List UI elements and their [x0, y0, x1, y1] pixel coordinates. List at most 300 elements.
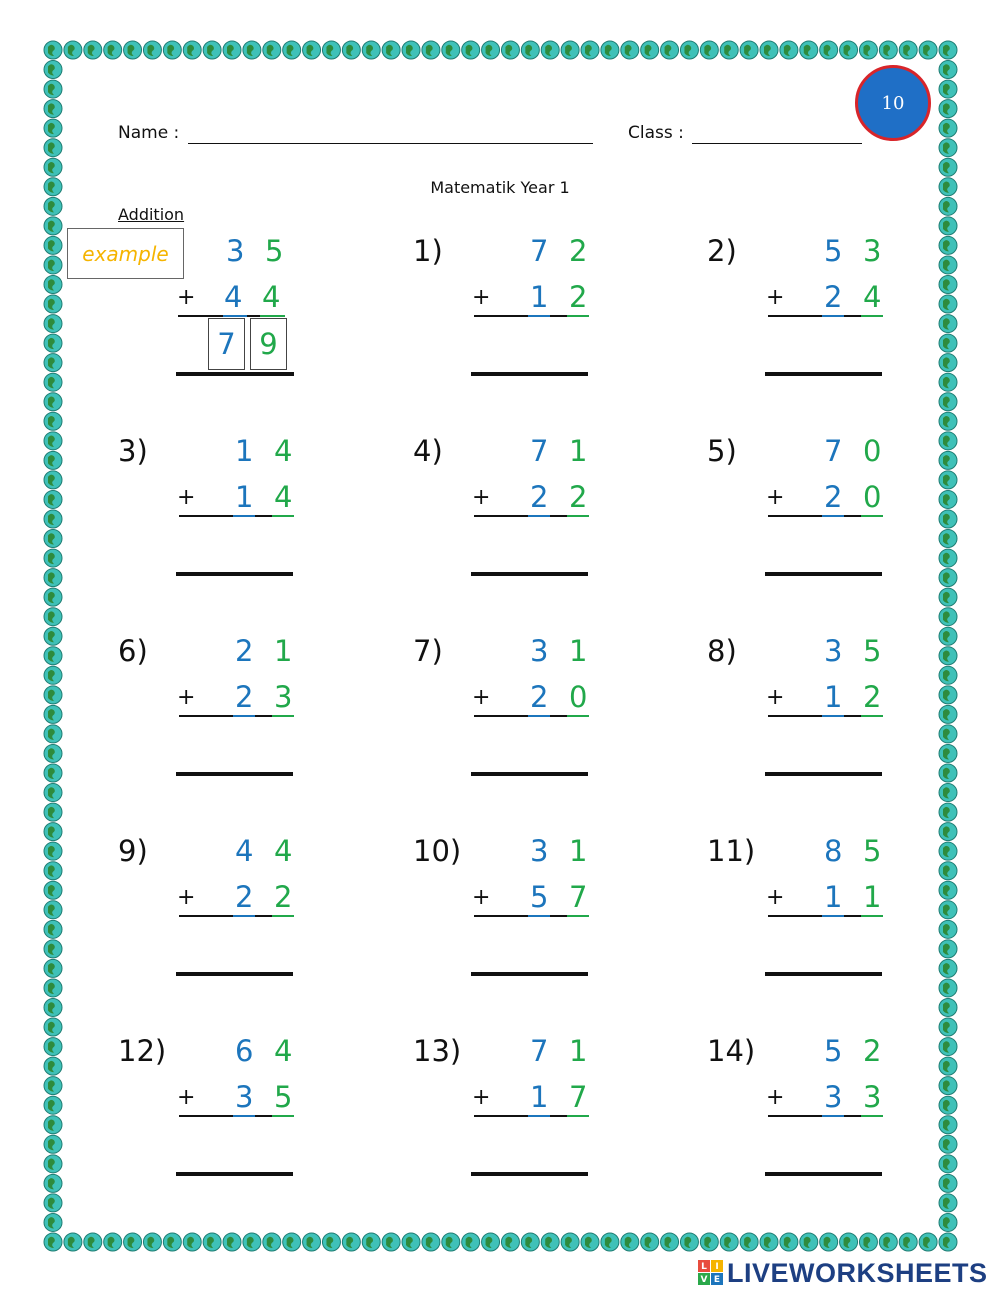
globe-icon: [64, 41, 82, 59]
bottom-tens-digit: 2: [235, 680, 254, 714]
answer-line[interactable]: [471, 972, 588, 976]
globe-icon: [939, 490, 957, 508]
globe-icon: [939, 979, 957, 997]
tens-underline: [233, 715, 255, 717]
problem-label: 12): [118, 1034, 167, 1068]
plus-sign: +: [766, 685, 785, 710]
globe-icon: [263, 41, 281, 59]
globe-icon: [939, 764, 957, 782]
globe-icon: [939, 881, 957, 899]
top-tens-digit: 7: [824, 434, 843, 468]
globe-icon: [581, 41, 599, 59]
answer-line[interactable]: [176, 1172, 293, 1176]
globe-icon: [939, 471, 957, 489]
globe-icon: [939, 1213, 957, 1231]
plus-sign: +: [472, 485, 491, 510]
globe-icon: [44, 119, 62, 137]
globe-icon: [203, 41, 221, 59]
globe-icon: [939, 549, 957, 567]
globe-icon: [44, 1018, 62, 1036]
globe-icon: [939, 256, 957, 274]
top-ones-digit: 1: [569, 434, 588, 468]
top-ones-digit: 2: [863, 1034, 882, 1068]
separator-line: [179, 1115, 233, 1117]
globe-icon: [581, 1233, 599, 1251]
svg-text:I: I: [715, 1262, 719, 1272]
separator-mid: [844, 1115, 861, 1117]
ones-underline: [272, 715, 294, 717]
separator-line: [768, 1115, 822, 1117]
globe-icon: [44, 1233, 62, 1251]
separator-mid: [550, 715, 567, 717]
separator-line: [179, 515, 233, 517]
globe-icon: [840, 41, 858, 59]
globe-icon: [939, 569, 957, 587]
globe-icon: [382, 41, 400, 59]
example-ones-underline: [260, 315, 285, 317]
globe-icon: [621, 41, 639, 59]
globe-icon: [143, 1233, 161, 1251]
globe-icon: [939, 920, 957, 938]
example-answer-tens: 7: [208, 318, 245, 370]
globe-icon: [143, 41, 161, 59]
top-tens-digit: 1: [235, 434, 254, 468]
globe-icon: [939, 1155, 957, 1173]
globe-icon: [44, 647, 62, 665]
globe-icon: [44, 334, 62, 352]
globe-icon: [44, 197, 62, 215]
globe-icon: [680, 41, 698, 59]
globe-icon: [939, 41, 957, 59]
top-tens-digit: 8: [824, 834, 843, 868]
ones-underline: [861, 715, 883, 717]
tens-underline: [528, 715, 550, 717]
globe-icon: [939, 1018, 957, 1036]
bottom-tens-digit: 5: [530, 880, 549, 914]
globe-icon: [44, 80, 62, 98]
ones-underline: [567, 715, 589, 717]
globe-icon: [939, 1174, 957, 1192]
problem-label: 1): [413, 234, 443, 268]
example-bottom-tens: 4: [224, 280, 243, 314]
ones-underline: [861, 1115, 883, 1117]
globe-icon: [939, 842, 957, 860]
globe-icon: [939, 901, 957, 919]
plus-sign: +: [177, 685, 196, 710]
globe-icon: [939, 158, 957, 176]
separator-mid: [844, 315, 861, 317]
separator-line: [179, 915, 233, 917]
globe-icon: [899, 41, 917, 59]
globe-icon: [402, 1233, 420, 1251]
page-title: Matematik Year 1: [430, 178, 570, 197]
plus-sign: +: [472, 1085, 491, 1110]
separator-mid: [844, 915, 861, 917]
bottom-tens-digit: 2: [530, 680, 549, 714]
example-answer-ones: 9: [250, 318, 287, 370]
globe-icon: [661, 41, 679, 59]
bottom-ones-digit: 1: [863, 880, 882, 914]
globe-icon: [44, 569, 62, 587]
example-top-ones: 5: [265, 234, 284, 268]
top-tens-digit: 7: [530, 1034, 549, 1068]
problem-label: 7): [413, 634, 443, 668]
example-plus-sign: +: [177, 285, 196, 310]
bottom-tens-digit: 2: [530, 480, 549, 514]
bottom-tens-digit: 1: [824, 880, 843, 914]
globe-icon: [44, 510, 62, 528]
globe-icon: [939, 334, 957, 352]
score-badge: 10: [855, 65, 931, 141]
globe-icon: [183, 41, 201, 59]
globe-icon: [939, 510, 957, 528]
globe-icon: [322, 1233, 340, 1251]
globe-icon: [700, 41, 718, 59]
globe-icon: [44, 490, 62, 508]
tens-underline: [233, 1115, 255, 1117]
globe-icon: [939, 236, 957, 254]
globe-icon: [760, 1233, 778, 1251]
globe-icon: [939, 393, 957, 411]
globe-icon: [780, 1233, 798, 1251]
globe-icon: [44, 256, 62, 274]
globe-icon: [64, 1233, 82, 1251]
plus-sign: +: [177, 485, 196, 510]
globe-icon: [661, 1233, 679, 1251]
plus-sign: +: [766, 885, 785, 910]
top-tens-digit: 2: [235, 634, 254, 668]
globe-icon: [104, 41, 122, 59]
globe-icon: [163, 41, 181, 59]
problem-label: 10): [413, 834, 462, 868]
globe-icon: [840, 1233, 858, 1251]
globe-icon: [44, 842, 62, 860]
globe-icon: [919, 41, 937, 59]
globe-icon: [44, 354, 62, 372]
answer-line[interactable]: [471, 1172, 588, 1176]
bottom-ones-digit: 3: [274, 680, 293, 714]
tens-underline: [822, 915, 844, 917]
globe-icon: [442, 41, 460, 59]
bottom-ones-digit: 2: [569, 280, 588, 314]
top-ones-digit: 3: [863, 234, 882, 268]
tens-underline: [822, 315, 844, 317]
globe-icon: [859, 41, 877, 59]
globe-icon: [501, 41, 519, 59]
top-ones-digit: 4: [274, 834, 293, 868]
globe-icon: [44, 1096, 62, 1114]
problem-label: 4): [413, 434, 443, 468]
globe-icon: [939, 803, 957, 821]
globe-icon: [303, 1233, 321, 1251]
globe-icon: [44, 686, 62, 704]
globe-icon: [879, 41, 897, 59]
tens-underline: [528, 915, 550, 917]
svg-text:L: L: [701, 1262, 707, 1272]
problem-label: 6): [118, 634, 148, 668]
answer-line[interactable]: [765, 372, 882, 376]
globe-icon: [939, 666, 957, 684]
globe-icon: [382, 1233, 400, 1251]
globe-icon: [939, 1038, 957, 1056]
globe-icon: [939, 354, 957, 372]
globe-icon: [342, 41, 360, 59]
globe-icon: [44, 41, 62, 59]
bottom-ones-digit: 3: [863, 1080, 882, 1114]
globe-icon: [939, 705, 957, 723]
globe-icon: [44, 823, 62, 841]
name-line[interactable]: [188, 143, 593, 144]
top-tens-digit: 6: [235, 1034, 254, 1068]
globe-icon: [442, 1233, 460, 1251]
globe-icon: [939, 1077, 957, 1095]
answer-line[interactable]: [471, 772, 588, 776]
ones-underline: [567, 315, 589, 317]
separator-mid: [255, 515, 272, 517]
top-tens-digit: 5: [824, 1034, 843, 1068]
answer-line[interactable]: [176, 772, 293, 776]
separator-mid: [255, 1115, 272, 1117]
globe-icon: [939, 940, 957, 958]
globe-icon: [641, 1233, 659, 1251]
globe-icon: [44, 236, 62, 254]
separator-line: [768, 915, 822, 917]
ones-underline: [272, 515, 294, 517]
plus-sign: +: [766, 1085, 785, 1110]
tens-underline: [528, 315, 550, 317]
top-ones-digit: 5: [863, 634, 882, 668]
bottom-ones-digit: 2: [569, 480, 588, 514]
ones-underline: [567, 915, 589, 917]
globe-icon: [621, 1233, 639, 1251]
globe-icon: [641, 41, 659, 59]
bottom-ones-digit: 4: [863, 280, 882, 314]
plus-sign: +: [766, 285, 785, 310]
globe-icon: [561, 41, 579, 59]
globe-icon: [820, 1233, 838, 1251]
globe-icon: [780, 41, 798, 59]
name-label: Name :: [118, 123, 180, 143]
globe-icon: [939, 100, 957, 118]
separator-line: [474, 915, 528, 917]
globe-icon: [939, 1233, 957, 1251]
svg-text:E: E: [713, 1275, 721, 1285]
globe-icon: [521, 41, 539, 59]
bottom-tens-digit: 1: [530, 1080, 549, 1114]
globe-icon: [740, 41, 758, 59]
globe-icon: [859, 1233, 877, 1251]
globe-icon: [402, 41, 420, 59]
bottom-tens-digit: 1: [530, 280, 549, 314]
globe-icon: [939, 432, 957, 450]
globe-icon: [163, 1233, 181, 1251]
example-tens-underline: [223, 315, 247, 317]
ones-underline: [861, 315, 883, 317]
ones-underline: [567, 515, 589, 517]
svg-text:V: V: [700, 1275, 708, 1285]
globe-icon: [462, 1233, 480, 1251]
globe-icon: [44, 61, 62, 79]
globe-icon: [44, 784, 62, 802]
class-line[interactable]: [692, 143, 862, 144]
bottom-ones-digit: 5: [274, 1080, 293, 1114]
globe-icon: [939, 686, 957, 704]
globe-icon: [541, 1233, 559, 1251]
globe-icon: [800, 41, 818, 59]
globe-icon: [939, 784, 957, 802]
answer-line[interactable]: [765, 972, 882, 976]
top-tens-digit: 5: [824, 234, 843, 268]
globe-icon: [203, 1233, 221, 1251]
globe-icon: [919, 1233, 937, 1251]
globe-icon: [44, 666, 62, 684]
plus-sign: +: [177, 1085, 196, 1110]
globe-icon: [44, 1057, 62, 1075]
globe-icon: [422, 41, 440, 59]
globe-icon: [939, 275, 957, 293]
globe-icon: [44, 588, 62, 606]
ones-underline: [272, 1115, 294, 1117]
globe-icon: [44, 275, 62, 293]
globe-icon: [44, 725, 62, 743]
globe-icon: [104, 1233, 122, 1251]
globe-icon: [44, 862, 62, 880]
answer-line[interactable]: [765, 572, 882, 576]
bottom-tens-digit: 3: [235, 1080, 254, 1114]
separator-mid: [550, 915, 567, 917]
globe-icon: [939, 217, 957, 235]
tens-underline: [233, 915, 255, 917]
example-separator: [178, 315, 223, 317]
answer-line[interactable]: [471, 572, 588, 576]
globe-icon: [44, 705, 62, 723]
separator-line: [768, 715, 822, 717]
globe-icon: [939, 608, 957, 626]
globe-icon: [939, 530, 957, 548]
plus-sign: +: [472, 685, 491, 710]
globe-icon: [44, 764, 62, 782]
top-ones-digit: 0: [863, 434, 882, 468]
globe-icon: [482, 41, 500, 59]
answer-line[interactable]: [471, 372, 588, 376]
globe-icon: [342, 1233, 360, 1251]
top-ones-digit: 1: [569, 634, 588, 668]
problem-label: 2): [707, 234, 737, 268]
globe-icon: [939, 295, 957, 313]
globe-icon: [482, 1233, 500, 1251]
separator-mid: [550, 1115, 567, 1117]
globe-icon: [462, 41, 480, 59]
globe-icon: [601, 1233, 619, 1251]
globe-icon: [939, 61, 957, 79]
globe-icon: [283, 1233, 301, 1251]
ones-underline: [861, 515, 883, 517]
globe-icon: [44, 608, 62, 626]
globe-icon: [561, 1233, 579, 1251]
bottom-ones-digit: 2: [863, 680, 882, 714]
globe-icon: [44, 139, 62, 157]
globe-icon: [760, 41, 778, 59]
tens-underline: [822, 1115, 844, 1117]
globe-icon: [44, 1116, 62, 1134]
tens-underline: [528, 1115, 550, 1117]
answer-line[interactable]: [176, 972, 293, 976]
globe-icon: [44, 549, 62, 567]
bottom-ones-digit: 7: [569, 1080, 588, 1114]
globe-icon: [939, 823, 957, 841]
globe-icon: [720, 41, 738, 59]
tens-underline: [528, 515, 550, 517]
globe-icon: [44, 959, 62, 977]
globe-icon: [820, 41, 838, 59]
globe-icon: [680, 1233, 698, 1251]
answer-line[interactable]: [765, 1172, 882, 1176]
globe-icon: [939, 119, 957, 137]
ones-underline: [272, 915, 294, 917]
globe-icon: [939, 1135, 957, 1153]
top-ones-digit: 1: [569, 834, 588, 868]
globe-icon: [740, 1233, 758, 1251]
globe-icon: [124, 1233, 142, 1251]
globe-icon: [939, 959, 957, 977]
top-ones-digit: 4: [274, 434, 293, 468]
globe-icon: [44, 1155, 62, 1173]
liveworksheets-icon: [698, 1260, 724, 1286]
separator-mid: [255, 915, 272, 917]
problem-label: 5): [707, 434, 737, 468]
bottom-tens-digit: 1: [235, 480, 254, 514]
globe-icon: [243, 1233, 261, 1251]
plus-sign: +: [472, 885, 491, 910]
globe-icon: [44, 217, 62, 235]
section-heading: Addition: [118, 205, 185, 224]
globe-icon: [44, 158, 62, 176]
example-bottom-ones: 4: [262, 280, 281, 314]
globe-icon: [84, 1233, 102, 1251]
globe-icon: [939, 1116, 957, 1134]
globe-icon: [44, 1213, 62, 1231]
globe-icon: [541, 41, 559, 59]
problem-label: 9): [118, 834, 148, 868]
separator-mid: [550, 515, 567, 517]
tens-underline: [822, 515, 844, 517]
globe-icon: [44, 627, 62, 645]
globe-icon: [84, 41, 102, 59]
globe-icon: [44, 999, 62, 1017]
answer-line[interactable]: [176, 572, 293, 576]
answer-line[interactable]: [765, 772, 882, 776]
bottom-tens-digit: 2: [235, 880, 254, 914]
bottom-tens-digit: 2: [824, 480, 843, 514]
globe-icon: [939, 744, 957, 762]
globe-icon: [501, 1233, 519, 1251]
globe-icon: [939, 197, 957, 215]
separator-mid: [844, 515, 861, 517]
globe-icon: [939, 588, 957, 606]
globe-icon: [44, 1038, 62, 1056]
top-ones-digit: 1: [569, 1034, 588, 1068]
ones-underline: [567, 1115, 589, 1117]
example-separator-mid: [247, 315, 260, 317]
top-ones-digit: 5: [863, 834, 882, 868]
globe-icon: [44, 432, 62, 450]
globe-icon: [939, 139, 957, 157]
globe-icon: [124, 41, 142, 59]
globe-icon: [283, 41, 301, 59]
bottom-ones-digit: 0: [863, 480, 882, 514]
bottom-tens-digit: 2: [824, 280, 843, 314]
globe-icon: [303, 41, 321, 59]
